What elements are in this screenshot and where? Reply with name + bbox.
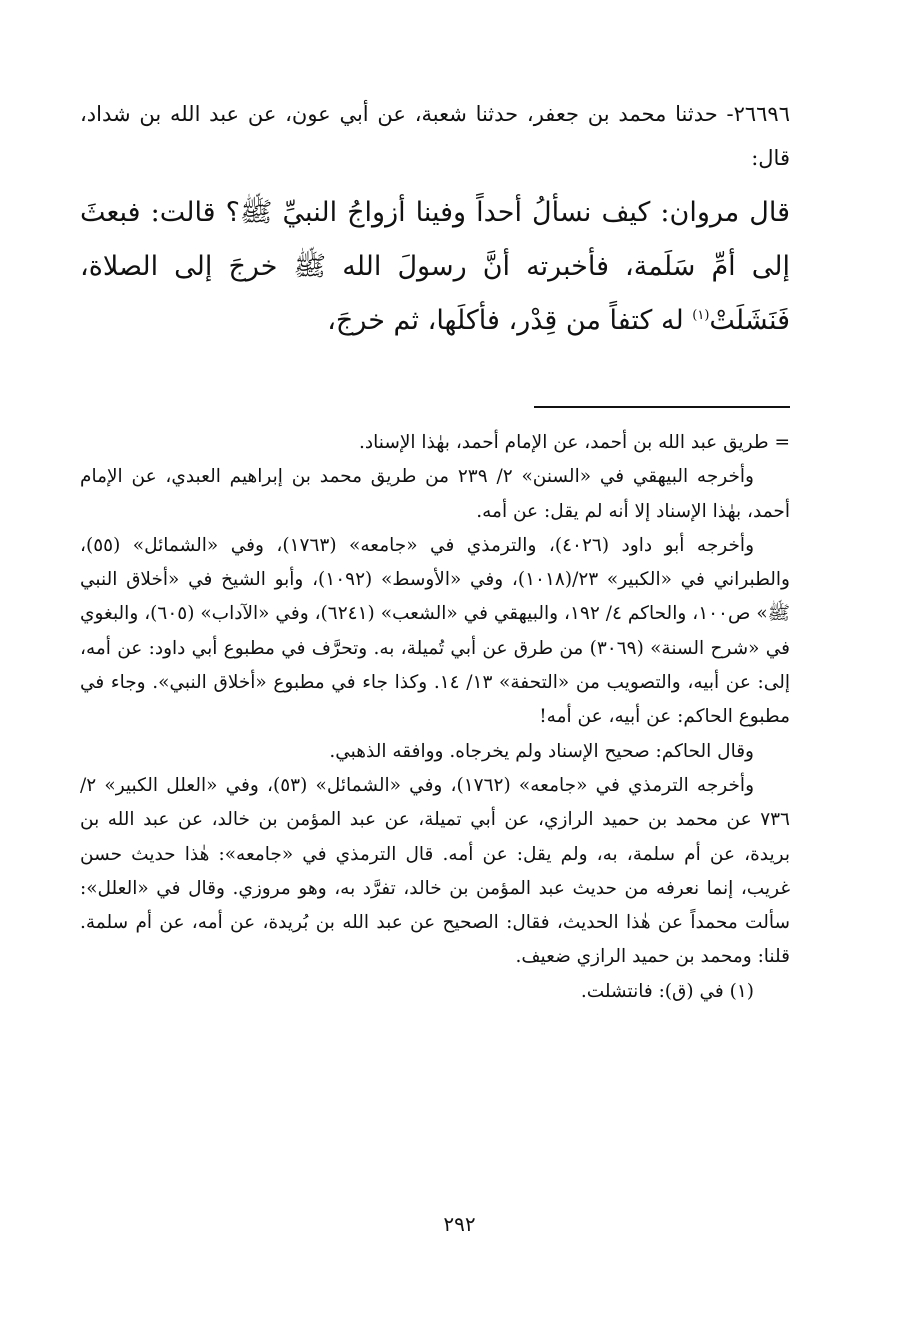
isnad-text: ٢٦٦٩٦- حدثنا محمد بن جعفر، حدثنا شعبة، عن أبي عون، عن عبد الله بن شداد، قال: bbox=[80, 102, 790, 170]
footnotes bbox=[80, 426, 790, 1009]
footnote-paragraph: وأخرجه أبو داود (٤٠٢٦)، والترمذي في «جامعه» (١٧٦٣)، وفي «الشمائل» (٥٥)، والطبراني في «الكبير» ٢٣/(١٠١٨)، وفي «الأوسط» (١٠٩٢)، وأبو الشيخ في «أخلاق النبي ﷺ» ص١٠٠، والحاكم ٤/ ١٩٢، والبيهقي في «الشعب» (٦٢٤١)، وفي «الآداب» (٦٠٥)، والبغوي في «شرح السنة» (٣٠٦٩) من طرق عن أبي تُميلة، به. وتحرَّف في مطبوع أبي داود: عن أمه، إلى: عن أبيه، والتصويب من «التحفة» ١٣/ ١٤. وكذا جاء في مطبوع «أخلاق النبي». وجاء في مطبوع الحاكم: عن أبيه، عن أمه! bbox=[80, 534, 790, 728]
footnote-continuation: = طريق عبد الله بن أحمد، عن الإمام أحمد، بهٰذا الإسناد. bbox=[359, 432, 790, 453]
hadith-matn bbox=[80, 186, 790, 348]
page-number: ٢٩٢ bbox=[443, 1212, 476, 1236]
footnote-paragraph: وقال الحاكم: صحيح الإسناد ولم يخرجاه. ووافقه الذهبي. bbox=[329, 740, 754, 762]
hadith-isnad bbox=[80, 92, 790, 180]
footnote-paragraph: وأخرجه البيهقي في «السنن» ٢/ ٢٣٩ من طريق محمد بن إبراهيم العبدي، عن الإمام أحمد، بهٰذا الإسناد إلا أنه لم يقل: عن أمه. bbox=[80, 466, 790, 522]
footnote-reference[interactable]: (١) bbox=[692, 308, 710, 323]
matn-text bbox=[80, 186, 790, 348]
footnote-separator bbox=[534, 406, 790, 408]
footnote-1: (١) في (ق): فانتشلت. bbox=[580, 980, 754, 1002]
matn-part-2: له كتفاً من قِدْر، فأكلَها، ثم خرجَ، bbox=[327, 305, 693, 336]
matn-part-1: قال مروان: كيف نسألُ أحداً وفينا أزواجُ النبيِّ ﷺ؟ قالت: فبعثَ إلى أمِّ سَلَمة، فأخبرته أنَّ رسولَ الله ﷺ خرجَ إلى الصلاة، فَنَشَلَتْ bbox=[80, 197, 790, 336]
page-body bbox=[80, 92, 790, 1002]
footnote-paragraph: وأخرجه الترمذي في «جامعه» (١٧٦٢)، وفي «الشمائل» (٥٣)، وفي «العلل الكبير» ٢/ ٧٣٦ عن محمد بن حميد الرازي، عن أبي تميلة، عن عبد المؤمن بن خالد، عن عبد الله بن بريدة، عن أم سلمة، به، ولم يقل: عن أمه. قال الترمذي في «جامعه»: هٰذا حديث حسن غريب، إنما نعرفه من حديث عبد المؤمن بن خالد، تفرَّد به، وهو مروزي. وقال في «العلل»: سألت محمداً عن هٰذا الحديث، فقال: الصحيح عن عبد الله بن بُريدة، عن أمه، عن أم سلمة. قلنا: ومحمد بن حميد الرازي ضعيف. bbox=[80, 774, 790, 968]
